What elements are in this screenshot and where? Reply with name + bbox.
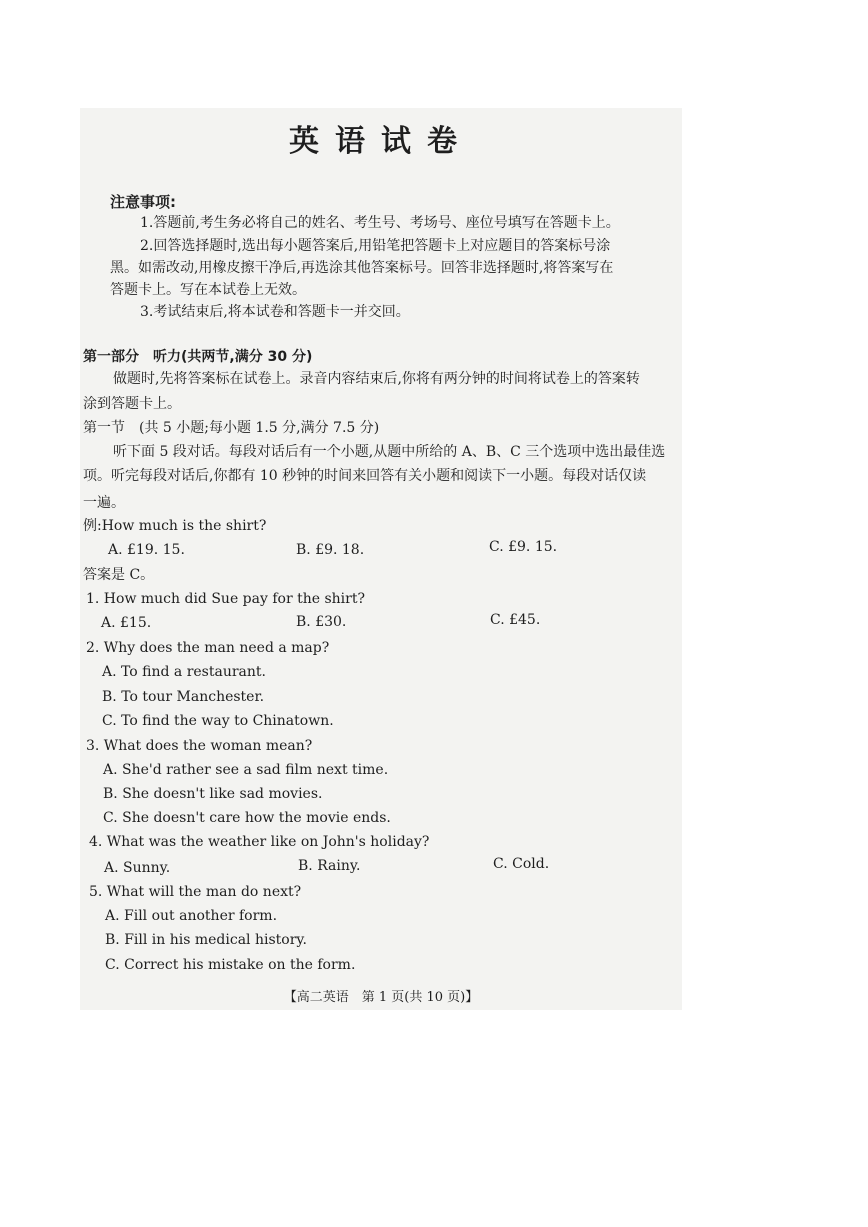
- section1-heading: 第一节 (共 5 小题;每小题 1.5 分,满分 7.5 分): [83, 420, 380, 436]
- question-option: C. She doesn't care how the movie ends.: [103, 810, 391, 826]
- notice-heading: 注意事项:: [110, 193, 176, 211]
- question-option: A. Sunny.: [104, 860, 171, 876]
- question-stem: 1. How much did Sue pay for the shirt?: [86, 591, 365, 607]
- page-content: [80, 108, 682, 1010]
- question-option: A. She'd rather see a sad film next time.: [103, 762, 389, 778]
- question-option: A. To find a restaurant.: [102, 664, 266, 680]
- question-option: C. £45.: [490, 612, 541, 628]
- question-option: B. Rainy.: [298, 858, 361, 874]
- section1-instructions: 一遍。: [83, 495, 125, 511]
- section1-instructions: 听下面 5 段对话。每段对话后有一个小题,从题中所给的 A、B、C 三个选项中选出最佳选: [113, 444, 666, 460]
- question-option: A. £15.: [101, 615, 152, 631]
- example-option-a: A. £19. 15.: [108, 542, 185, 558]
- section1-instructions: 项。听完每段对话后,你都有 10 秒钟的时间来回答有关小题和阅读下一小题。每段对话仅读: [83, 468, 647, 484]
- question-stem: 5. What will the man do next?: [89, 884, 302, 900]
- notice-item: 2.回答选择题时,选出每小题答案后,用铅笔把答题卡上对应题目的答案标号涂: [140, 238, 611, 254]
- notice-item: 黑。如需改动,用橡皮擦干净后,再选涂其他答案标号。回答非选择题时,将答案写在: [110, 260, 614, 276]
- part1-intro: 涂到答题卡上。: [83, 396, 181, 412]
- question-option: B. £30.: [296, 614, 347, 630]
- question-option: B. She doesn't like sad movies.: [103, 786, 323, 802]
- page-title: 英语试卷: [289, 124, 473, 159]
- question-stem: 4. What was the weather like on John's holiday?: [89, 834, 430, 850]
- example-answer: 答案是 C。: [83, 567, 155, 583]
- notice-item: 1.答题前,考生务必将自己的姓名、考生号、考场号、座位号填写在答题卡上。: [140, 215, 620, 231]
- example-question: 例:How much is the shirt?: [83, 518, 267, 534]
- question-option: C. To find the way to Chinatown.: [102, 713, 334, 729]
- example-option-c: C. £9. 15.: [489, 539, 558, 555]
- part1-heading: 第一部分 听力(共两节,满分 30 分): [83, 349, 313, 365]
- question-option: C. Correct his mistake on the form.: [105, 957, 356, 973]
- part1-intro: 做题时,先将答案标在试卷上。录音内容结束后,你将有两分钟的时间将试卷上的答案转: [113, 371, 640, 387]
- page-footer: 【高二英语 第 1 页(共 10 页)】: [283, 990, 479, 1005]
- question-option: B. To tour Manchester.: [102, 689, 265, 705]
- question-option: C. Cold.: [493, 856, 550, 872]
- notice-item: 3.考试结束后,将本试卷和答题卡一并交回。: [140, 304, 410, 320]
- question-option: A. Fill out another form.: [105, 908, 278, 924]
- example-option-b: B. £9. 18.: [296, 542, 365, 558]
- question-option: B. Fill in his medical history.: [105, 932, 307, 948]
- question-stem: 2. Why does the man need a map?: [86, 640, 330, 656]
- question-stem: 3. What does the woman mean?: [86, 738, 313, 754]
- notice-item: 答题卡上。写在本试卷上无效。: [110, 282, 306, 298]
